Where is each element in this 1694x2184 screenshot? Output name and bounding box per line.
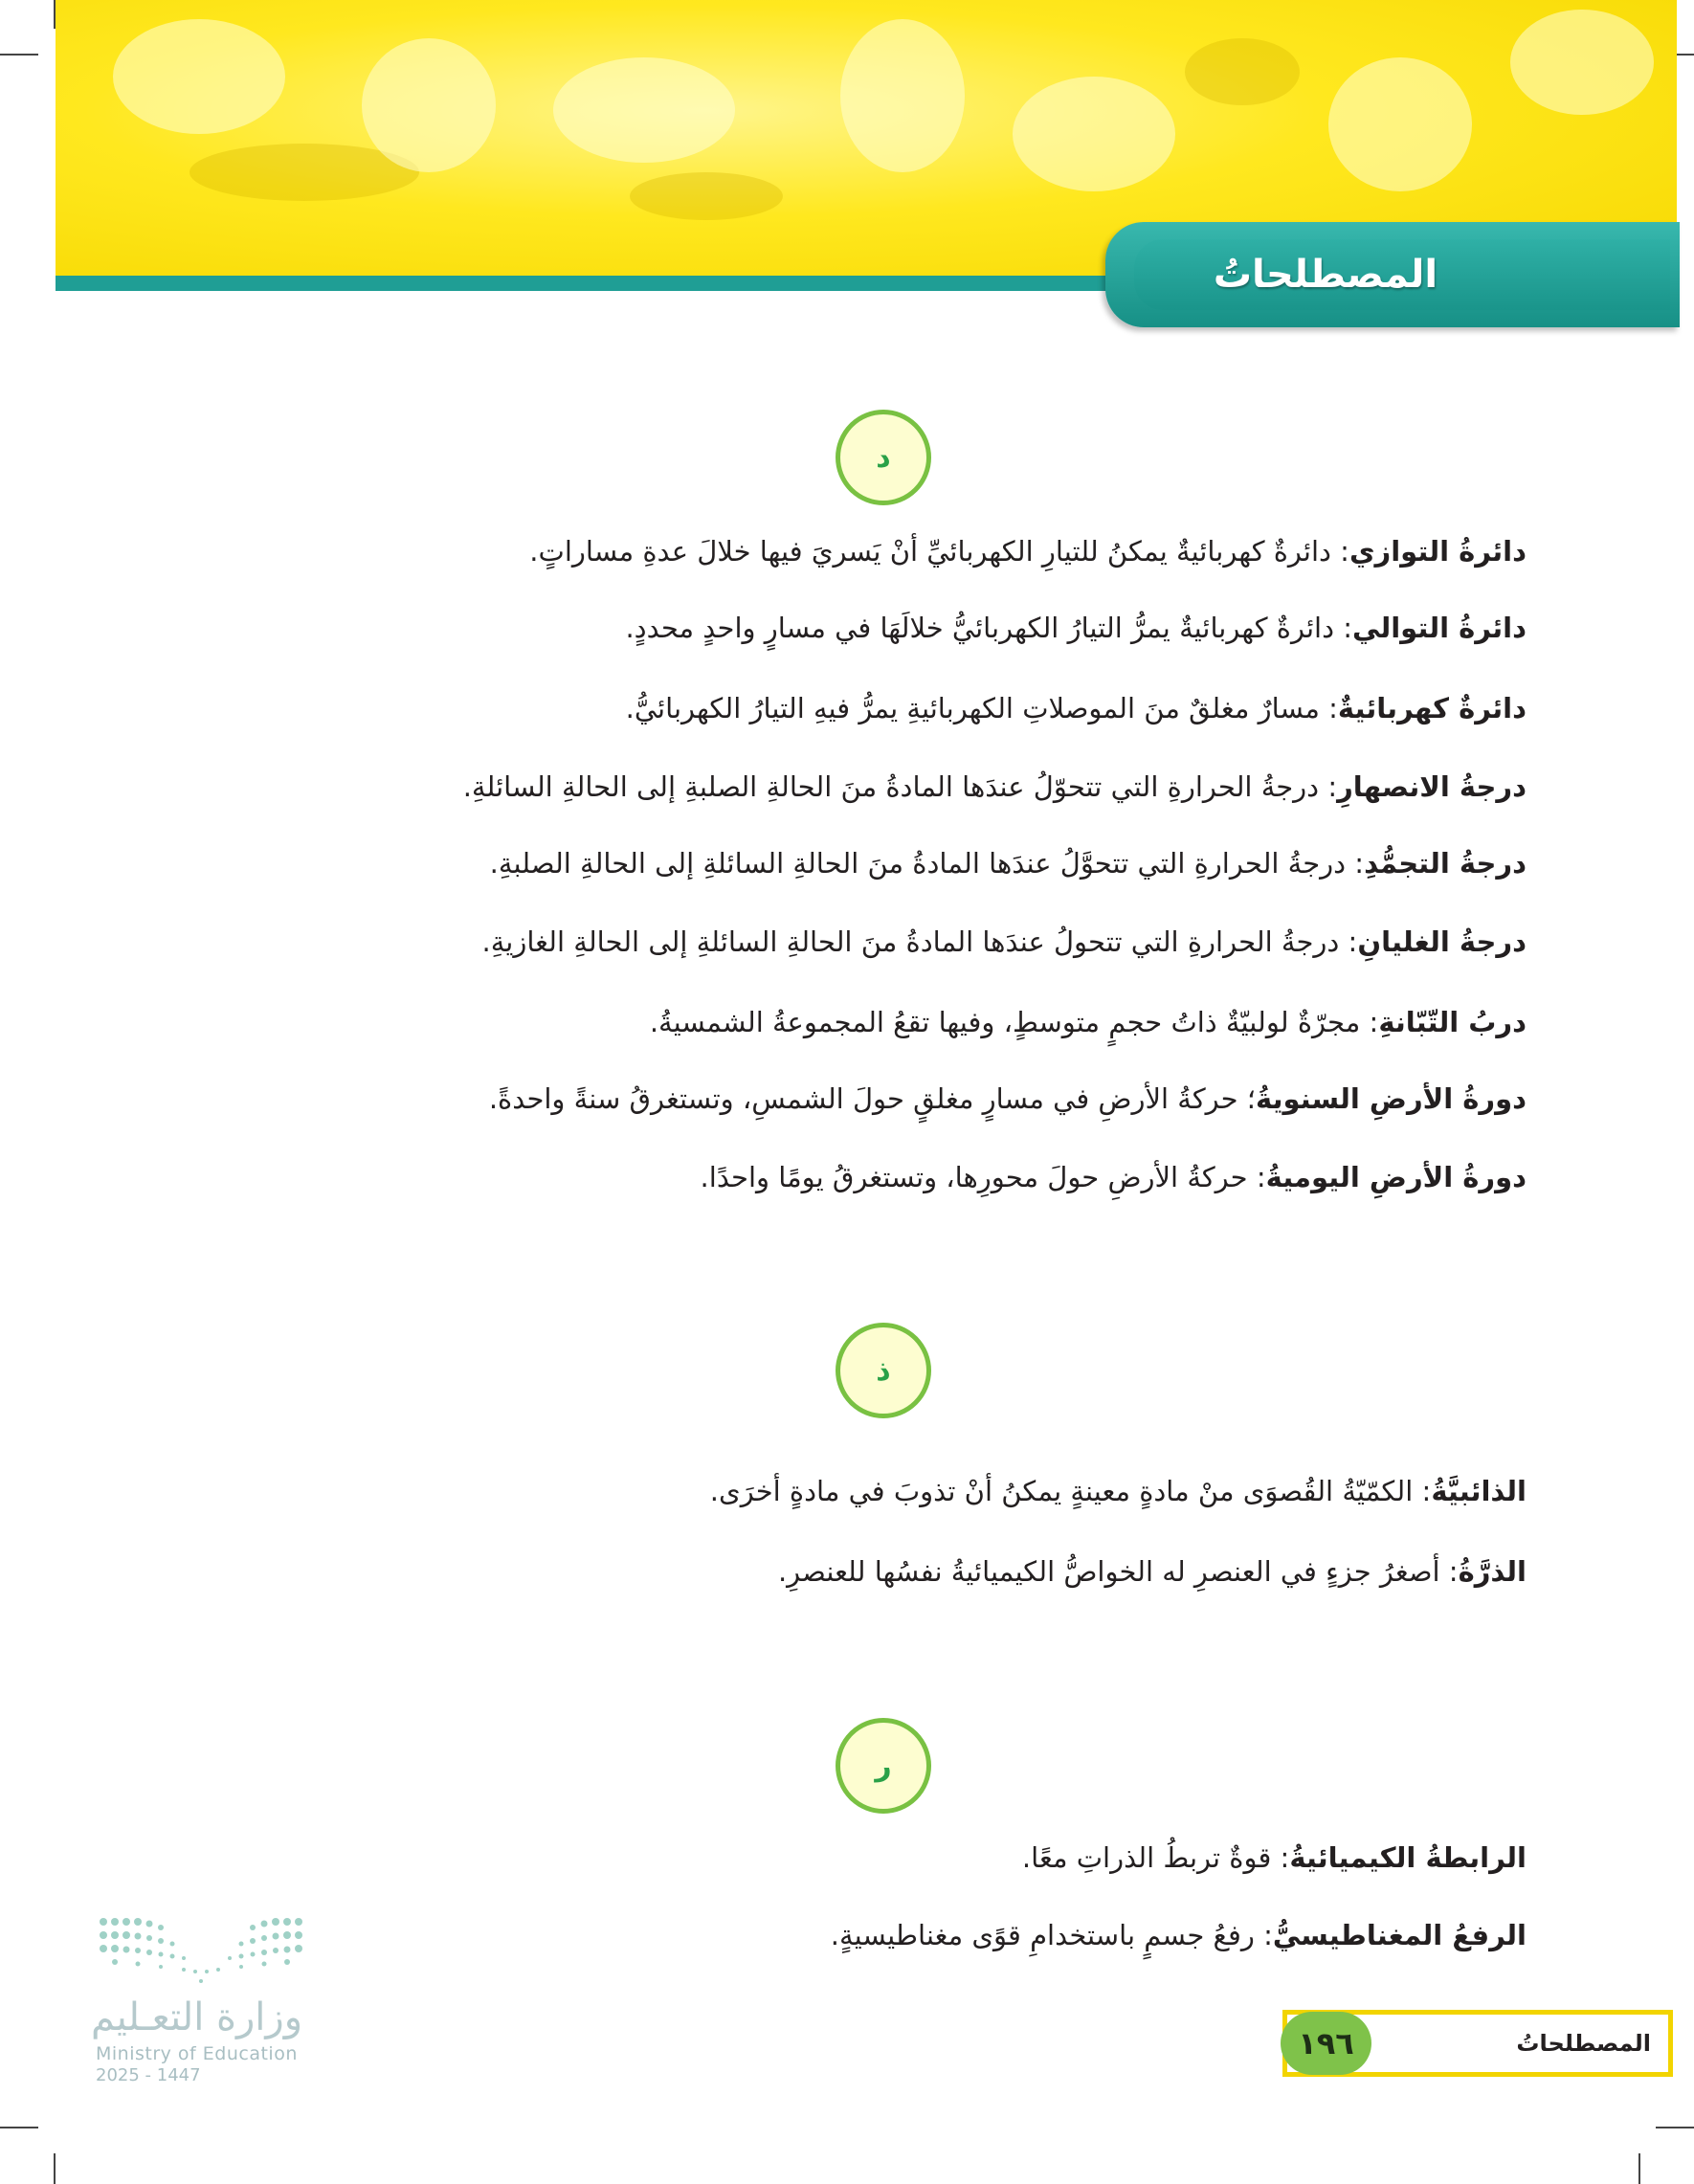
page-title: المصطلحاتُ — [1213, 253, 1438, 297]
definition-term: الرابطةُ الكيميائيةُ — [1289, 1841, 1527, 1874]
definition-separator: : — [1346, 847, 1365, 880]
definition-text: دائرةٌ كهربائيةٌ يمكنُ للتيارِ الكهربائيِّ أنْ يَسريَ فيها خلالَ عدةِ مساراتٍ. — [529, 535, 1331, 568]
definition-text: مجرّةٌ لولبيّةٌ ذاتُ حجمٍ متوسطٍ، وفيها تقعُ المجموعةُ الشمسيةُ. — [649, 1006, 1361, 1038]
definition-separator: : — [1254, 1919, 1273, 1951]
definition-separator: : — [1271, 1841, 1290, 1874]
definition-term: دورةُ الأرضِ اليوميةُ — [1265, 1161, 1527, 1193]
ministry-year: 2025 - 1447 — [96, 2065, 201, 2085]
crop-mark — [1656, 2127, 1694, 2128]
definition-entry — [330, 532, 1527, 570]
definition-separator: : — [1330, 535, 1349, 568]
definition-text: أصغرُ جزءٍ في العنصرِ له الخواصُّ الكيميائيةُ نفسُها للعنصرِ. — [777, 1555, 1440, 1588]
definition-separator: : — [1319, 692, 1338, 724]
definition-separator: : — [1360, 1006, 1379, 1038]
definition-entry — [330, 844, 1527, 882]
definition-entry — [330, 1839, 1527, 1877]
definition-term: درجةُ الغليانِ — [1357, 925, 1527, 958]
definition-text: حركةُ الأرضِ في مسارٍ مغلقٍ حولَ الشمسِ، وتستغرقُ سنةً واحدةً. — [488, 1082, 1238, 1115]
definition-entry — [330, 1080, 1527, 1118]
definition-term: الرفعُ المغناطيسيُّ — [1272, 1919, 1527, 1951]
definition-separator: : — [1439, 1555, 1459, 1588]
section-letter-thal: ذ — [836, 1323, 931, 1418]
definition-entry — [330, 768, 1527, 806]
definition-separator: : — [1339, 925, 1358, 958]
page-number: ١٩٦ — [1281, 2012, 1371, 2075]
definition-term: الذائبيَّةُ — [1431, 1475, 1527, 1507]
definition-text: دائرةٌ كهربائيةٌ يمرُّ التيارُ الكهربائيُّ خلالَهَا في مسارٍ واحدٍ محددٍ. — [625, 612, 1334, 644]
definition-term: دائرةٌ كهربائيةٌ — [1337, 692, 1527, 724]
definition-term: درجةُ الانصهارِ — [1337, 770, 1527, 803]
crop-mark — [54, 2153, 56, 2184]
definition-text: الكمّيّةُ القُصوَى منْ مادةٍ معينةٍ يمكنُ أنْ تذوبَ في مادةٍ أخرَى. — [709, 1475, 1414, 1507]
definition-term: الذرَّةُ — [1458, 1555, 1527, 1588]
definition-entry — [330, 923, 1527, 961]
definition-text: حركةُ الأرضِ حولَ محورِها، وتستغرقُ يومًا واحدًا. — [700, 1161, 1248, 1193]
definition-term: درجةُ التجمُّدِ — [1364, 847, 1527, 880]
section-letter-dal: د — [836, 410, 931, 505]
footer-label: المصطلحاتُ — [1516, 2030, 1651, 2057]
crop-mark — [0, 2127, 38, 2128]
definition-text: درجةُ الحرارةِ التي تتحولُ عندَها المادةُ منَ الحالةِ السائلةِ إلى الحالةِ الغازيةِ. — [481, 925, 1340, 958]
definition-term: دائرةُ التوالي — [1352, 612, 1527, 644]
ministry-name-arabic: وزارة التعـليم — [91, 1995, 303, 2039]
definition-text: رفعُ جسمٍ باستخدامِ قوًى مغناطيسيةٍ. — [830, 1919, 1255, 1951]
definition-entry — [330, 689, 1527, 727]
definition-entry — [330, 1158, 1527, 1196]
definition-entry — [330, 1003, 1527, 1041]
definition-term: دائرةُ التوازي — [1349, 535, 1527, 568]
definition-separator: : — [1319, 770, 1338, 803]
definition-entry — [330, 609, 1527, 647]
definition-entry — [330, 1472, 1527, 1510]
definition-text: مسارٌ مغلقٌ منَ الموصلاتِ الكهربائيةِ يمرُّ فيهِ التيارُ الكهربائيُّ. — [625, 692, 1320, 724]
crop-mark — [0, 54, 38, 56]
definition-entry — [330, 1916, 1527, 1954]
definition-term: دورةُ الأرضِ السنويةُ — [1256, 1082, 1527, 1115]
ministry-name-english: Ministry of Education — [96, 2043, 298, 2064]
section-letter-ra: ر — [836, 1718, 931, 1814]
definition-separator: : — [1247, 1161, 1266, 1193]
definition-text: قوةٌ تربطُ الذراتِ معًا. — [1021, 1841, 1272, 1874]
definition-text: درجةُ الحرارةِ التي تتحوَّلُ عندَها المادةُ منَ الحالةِ السائلةِ إلى الحالةِ الصلبةِ. — [489, 847, 1347, 880]
definition-text: درجةُ الحرارةِ التي تتحوّلُ عندَها المادةُ منَ الحالةِ الصلبةِ إلى الحالةِ السائلةِ. — [462, 770, 1320, 803]
crop-mark — [1638, 2153, 1640, 2184]
definition-term: دربُ التّبّانةِ — [1378, 1006, 1527, 1038]
ministry-logo-dots-icon — [96, 1914, 306, 1991]
definition-separator: ؛ — [1237, 1082, 1256, 1115]
definition-separator: : — [1334, 612, 1352, 644]
definition-separator: : — [1413, 1475, 1432, 1507]
definition-entry — [330, 1552, 1527, 1591]
